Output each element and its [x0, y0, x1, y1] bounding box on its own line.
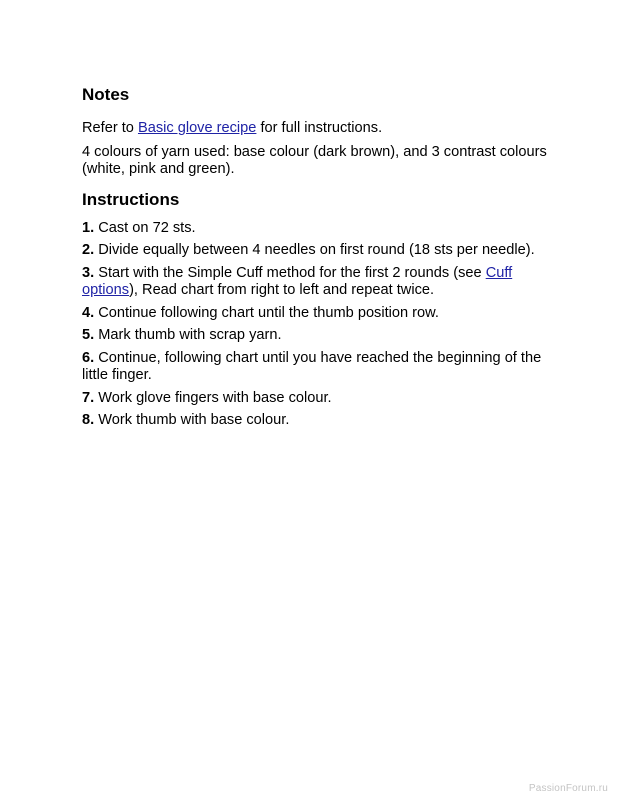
- cuff-options-link[interactable]: Cuff options: [82, 264, 513, 298]
- step-text: Mark thumb with scrap yarn.: [94, 327, 282, 343]
- colours-paragraph: 4 colours of yarn used: base colour (dark brown), and 3 contrast colours (white, pink and green).: [82, 143, 547, 177]
- step-number: 5.: [82, 327, 95, 343]
- step-4: [82, 305, 552, 323]
- refer-suffix: for full instructions.: [256, 120, 383, 136]
- step-text: Continue, following chart until you have reached the beginning of the little finger.: [82, 349, 542, 383]
- refer-paragraph: [82, 120, 552, 138]
- step-text: Work glove fingers with base colour.: [94, 389, 332, 406]
- step-text-before: Start with the Simple Cuff method for the first 2 rounds (see: [94, 264, 486, 281]
- refer-prefix: Refer to: [82, 120, 138, 136]
- step-3: [82, 265, 552, 300]
- step-number: 1.: [82, 219, 95, 236]
- step-number: 6.: [82, 349, 95, 366]
- step-number: 8.: [82, 412, 95, 428]
- step-number: 2.: [82, 242, 95, 258]
- step-7: [82, 390, 552, 408]
- watermark: PassionForum.ru: [528, 783, 608, 794]
- step-text: Divide equally between 4 needles on first round (18 sts per needle).: [94, 242, 535, 258]
- step-1: [82, 220, 552, 238]
- step-6: [82, 350, 552, 385]
- document-body: [82, 84, 552, 435]
- step-text: Cast on 72 sts.: [94, 219, 196, 236]
- step-2: [82, 242, 552, 260]
- step-number: 4.: [82, 304, 95, 321]
- step-number: 7.: [82, 389, 95, 406]
- basic-glove-recipe-link[interactable]: Basic glove recipe: [137, 120, 257, 136]
- notes-heading: Notes: [82, 85, 130, 104]
- step-8: [82, 412, 552, 430]
- instructions-heading: Instructions: [82, 189, 180, 209]
- step-number: 3.: [82, 264, 95, 281]
- step-text: Continue following chart until the thumb position row.: [94, 304, 439, 321]
- step-text: Work thumb with base colour.: [94, 412, 290, 428]
- step-5: [82, 327, 552, 345]
- step-text-after: ), Read chart from right to left and repeat twice.: [129, 282, 435, 298]
- instructions-list: [82, 220, 552, 430]
